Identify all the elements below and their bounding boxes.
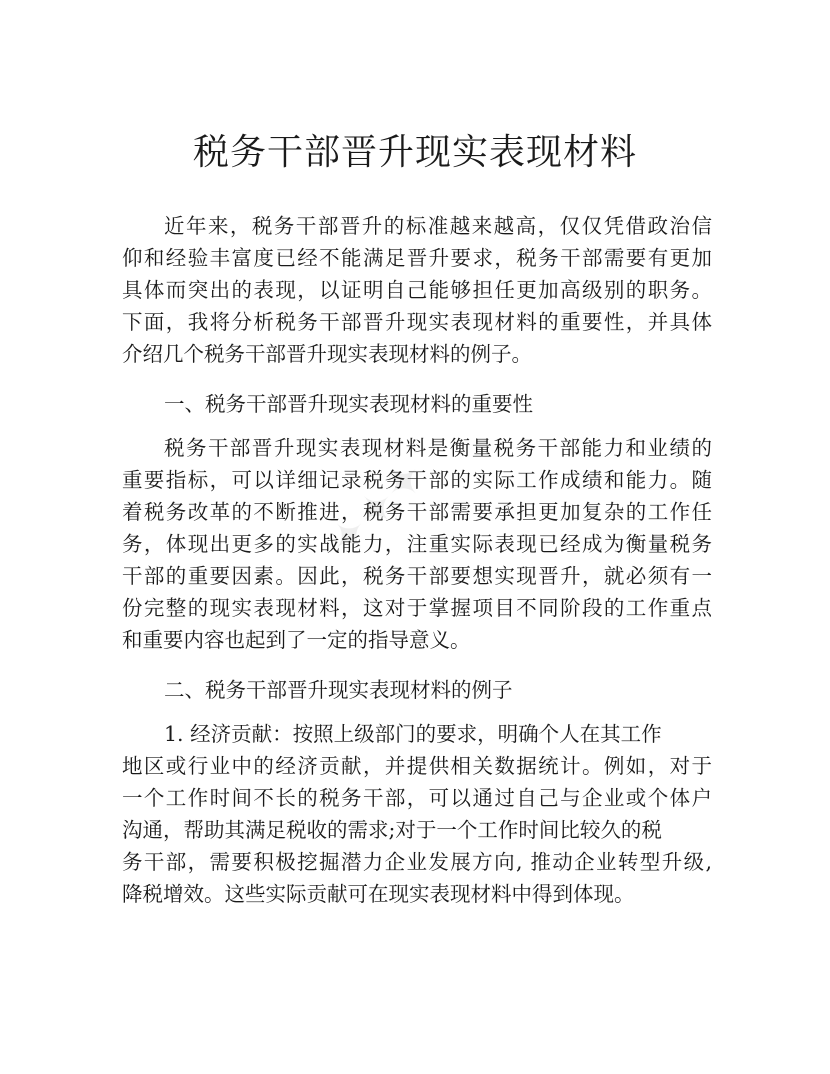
paragraph-line: 税务干部晋升现实表现材料是衡量税务干部能力和业绩的 bbox=[164, 436, 712, 460]
paragraph-line: 和重要内容也起到了一定的指导意义。 bbox=[122, 628, 471, 652]
section-heading-importance bbox=[122, 388, 712, 420]
paragraph-examples bbox=[122, 718, 712, 910]
watermark-mark: ✦✦✦ bbox=[316, 448, 437, 569]
section-heading: 一、税务干部晋升现实表现材料的重要性 bbox=[164, 392, 533, 416]
section-heading: 二、税务干部晋升现实表现材料的例子 bbox=[164, 678, 513, 702]
paragraph-line: 下面，我将分析税务干部晋升现实表现材料的重要性，并具体 bbox=[122, 310, 712, 334]
paragraph-line: 1. 经济贡献：按照上级部门的要求，明确个人在其工作 bbox=[164, 722, 662, 746]
paragraph-line: 着税务改革的不断推进，税务干部需要承担更加复杂的工作任 bbox=[122, 500, 712, 524]
paragraph-line: 近年来，税务干部晋升的标准越来越高，仅仅凭借政治信 bbox=[164, 214, 712, 238]
paragraph-line: 重要指标，可以详细记录税务干部的实际工作成绩和能力。随 bbox=[122, 468, 712, 492]
paragraph-line: 沟通，帮助其满足税收的需求;对于一个工作时间比较久的税 bbox=[122, 818, 662, 842]
paragraph-line: 干部的重要因素。因此，税务干部要想实现晋升，就必须有一 bbox=[122, 564, 712, 588]
paragraph-line: 地区或行业中的经济贡献，并提供相关数据统计。例如，对于 bbox=[122, 754, 712, 778]
paragraph-intro bbox=[122, 210, 712, 370]
paragraph-line: 一个工作时间不长的税务干部，可以通过自己与企业或个体户 bbox=[122, 786, 712, 810]
document-title: 税务干部晋升现实表现材料 bbox=[192, 132, 637, 173]
paragraph-line: 具体而突出的表现，以证明自己能够担任更加高级别的职务。 bbox=[122, 278, 712, 302]
paragraph-line: 份完整的现实表现材料，这对于掌握项目不同阶段的工作重点 bbox=[122, 596, 712, 620]
paragraph-line: 务干部，需要积极挖掘潜力企业发展方向, 推动企业转型升级, bbox=[122, 850, 712, 874]
paragraph-line: 介绍几个税务干部晋升现实表现材料的例子。 bbox=[122, 342, 532, 366]
paragraph-line: 务，体现出更多的实战能力，注重实际表现已经成为衡量税务 bbox=[122, 532, 712, 556]
paragraph-importance bbox=[122, 432, 712, 656]
paragraph-line: 仰和经验丰富度已经不能满足晋升要求，税务干部需要有更加 bbox=[122, 246, 712, 270]
paragraph-line: 降税增效。这些实际贡献可在现实表现材料中得到体现。 bbox=[122, 882, 635, 906]
section-heading-examples bbox=[122, 674, 712, 706]
